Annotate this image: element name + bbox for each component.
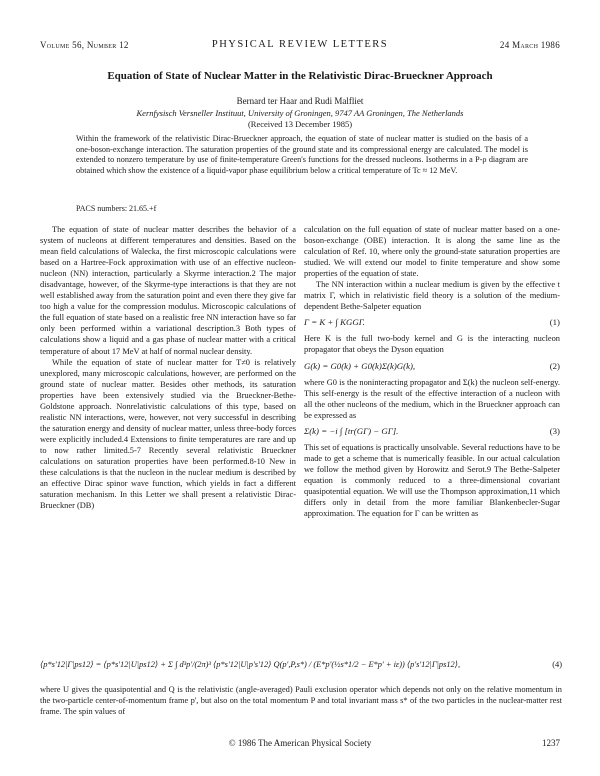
paper-authors: Bernard ter Haar and Rudi Malfliet (236, 96, 364, 106)
body-paragraph: where U gives the quasipotential and Q is the relativistic (angle-averaged) Pauli exclusion operator which depends not only on the relative momentum in the two-particle center-of-momentum frame p', but also on the total momentum P and total invariant mass s* of the two particles in the nuclear-matter rest frame. The spin values of (40, 685, 562, 717)
equation-number: (1) (549, 317, 560, 328)
page-footer (40, 738, 560, 752)
copyright-notice: © 1986 The American Physical Society (228, 738, 372, 748)
abstract: Within the framework of the relativistic Dirac-Brueckner approach, the equation of state of nuclear matter is studied on the basis of a one-boson-exchange interaction. The saturation properties of the ground state and its compressional energy are calculated. The model is extended to nonzero temperature by use of finite-temperature Green's functions for the dressed nucleons. Isotherms in a P-ρ diagram are obtained which show the existence of a liquid-vapor phase equilibrium below a critical temperature of Tc ≈ 12 MeV. (76, 134, 528, 175)
equation-1 (304, 317, 560, 328)
equation-number: (3) (549, 425, 560, 436)
received-date: (Received 13 December 1985) (247, 119, 353, 129)
body-paragraph: The equation of state of nuclear matter describes the behavior of a system of nucleons at different temperatures and densities. Based on the mean field calculations of Walecka, the first microscopic calculations were based on a Hartree-Fock approximation with use of an effective nucleon-nucleon (NN) interaction, particularly a Skyrme interaction.2 The major disadvantage, however, of the Skyrme-type interactions is that they are not well established away from the saturation point and even there they give far too high a value for the compression modulus. Microscopic calculations of the full equation of state based on a realistic free NN interaction have so far only been performed within a variational description.3 Both types of calculations show a liquid and a gas phase of nuclear matter with a critical temperature of about 17 MeV at half of normal nuclear density. (40, 225, 296, 356)
equation-3 (304, 426, 560, 437)
equation-body: Σ(k) = −i ∫ [tr(GΓ) − GΓ]. (304, 425, 399, 436)
equation-body: Γ = K + ∫ KGGΓ. (304, 317, 365, 328)
body-paragraph: Here K is the full two-body kernel and G is the interacting nucleon propagator that obeys the Dyson equation (304, 334, 560, 355)
equation-body: ⟨p*s'12|Γ|ps12⟩ = ⟨p*s'12|U|ps12⟩ + Σ ∫ d³p'/(2π)³ ⟨p*s'12|U|p's'12⟩ Q(p',P,s*) / (E*p'(½s*1/2 − E*p' + iε)) ⟨p's'12|Γ|ps12⟩, (40, 660, 461, 669)
left-column (40, 224, 296, 511)
body-paragraph: calculation on the full equation of state of nuclear matter based on a one-boson-exchange (OBE) interaction. It is along the same line as the calculation of Ref. 10, where only the ground-state saturation properties are studied. We will extend our model to finite temperature and show some properties of the equation of state. (304, 225, 560, 279)
equation-number: (4) (552, 659, 562, 669)
pacs-numbers: PACS numbers: 21.65.+f (76, 204, 157, 213)
body-paragraph: The NN interaction within a nuclear medium is given by the effective t matrix Γ, which in relativistic field theory is a solution of the medium-dependent Bethe-Salpeter equation (304, 280, 560, 312)
page-number: 1237 (542, 738, 560, 748)
equation-body: G(k) = G0(k) + G0(k)Σ(k)G(k), (304, 360, 416, 371)
issue-date: 24 March 1986 (499, 40, 560, 50)
volume-number: Volume 56, Number 12 (40, 40, 129, 50)
body-paragraph: where G0 is the noninteracting propagator and Σ(k) the nucleon self-energy. This self-energy is the result of the effective interaction of a nucleon with all the other nucleons of the medium, which in the Brueckner approach can be expressed as (304, 377, 560, 420)
author-affiliation: Kernfysisch Versneller Instituut, University of Groningen, 9747 AA Groningen, The Netherlands (136, 108, 464, 118)
journal-name: PHYSICAL REVIEW LETTERS (211, 39, 389, 50)
running-head (40, 40, 560, 54)
equation-4 (40, 651, 562, 677)
body-paragraph: While the equation of state of nuclear matter for T≠0 is relatively unexplored, many microscopic calculations, however, are performed on the ground state of nuclear matter. Besides other methods, its saturation properties have been extensively studied via the Brueckner-Bethe-Goldstone approach. Nonrelativistic calculations of this type, based on realistic NN interactions, were, however, not very successful in describing the saturation energy and density of nuclear matter, unless three-body forces were explicitly included.4 Extensions to finite temperatures are rare and up to now rather limited.5-7 Recently several relativistic Brueckner calculations on saturation properties have been performed.8-10 New in these calculations is that the nucleon in the nuclear medium is described by an effective Dirac spinor wave function, which yields in fact a different saturation mechanism. In this Letter we shall present a relativistic Dirac-Brueckner (DB) (40, 357, 296, 511)
right-column (304, 224, 560, 519)
equation-number: (2) (549, 360, 560, 371)
body-paragraph: This set of equations is practically unsolvable. Several reductions have to be made to get a scheme that is numerically feasible. In our actual calculation we follow the method given by Horowitz and Serot.9 The Bethe-Salpeter equation is commonly reduced to a three-dimensional covariant quasipotential equation. We will use the Thompson approximation,11 which differs only in detail from the more familiar Blankenbecler-Sugar approximation. The equation for Γ can be written as (304, 442, 560, 519)
paper-title: Equation of State of Nuclear Matter in the Relativistic Dirac-Brueckner Approach (107, 70, 493, 82)
equation-2 (304, 361, 560, 372)
